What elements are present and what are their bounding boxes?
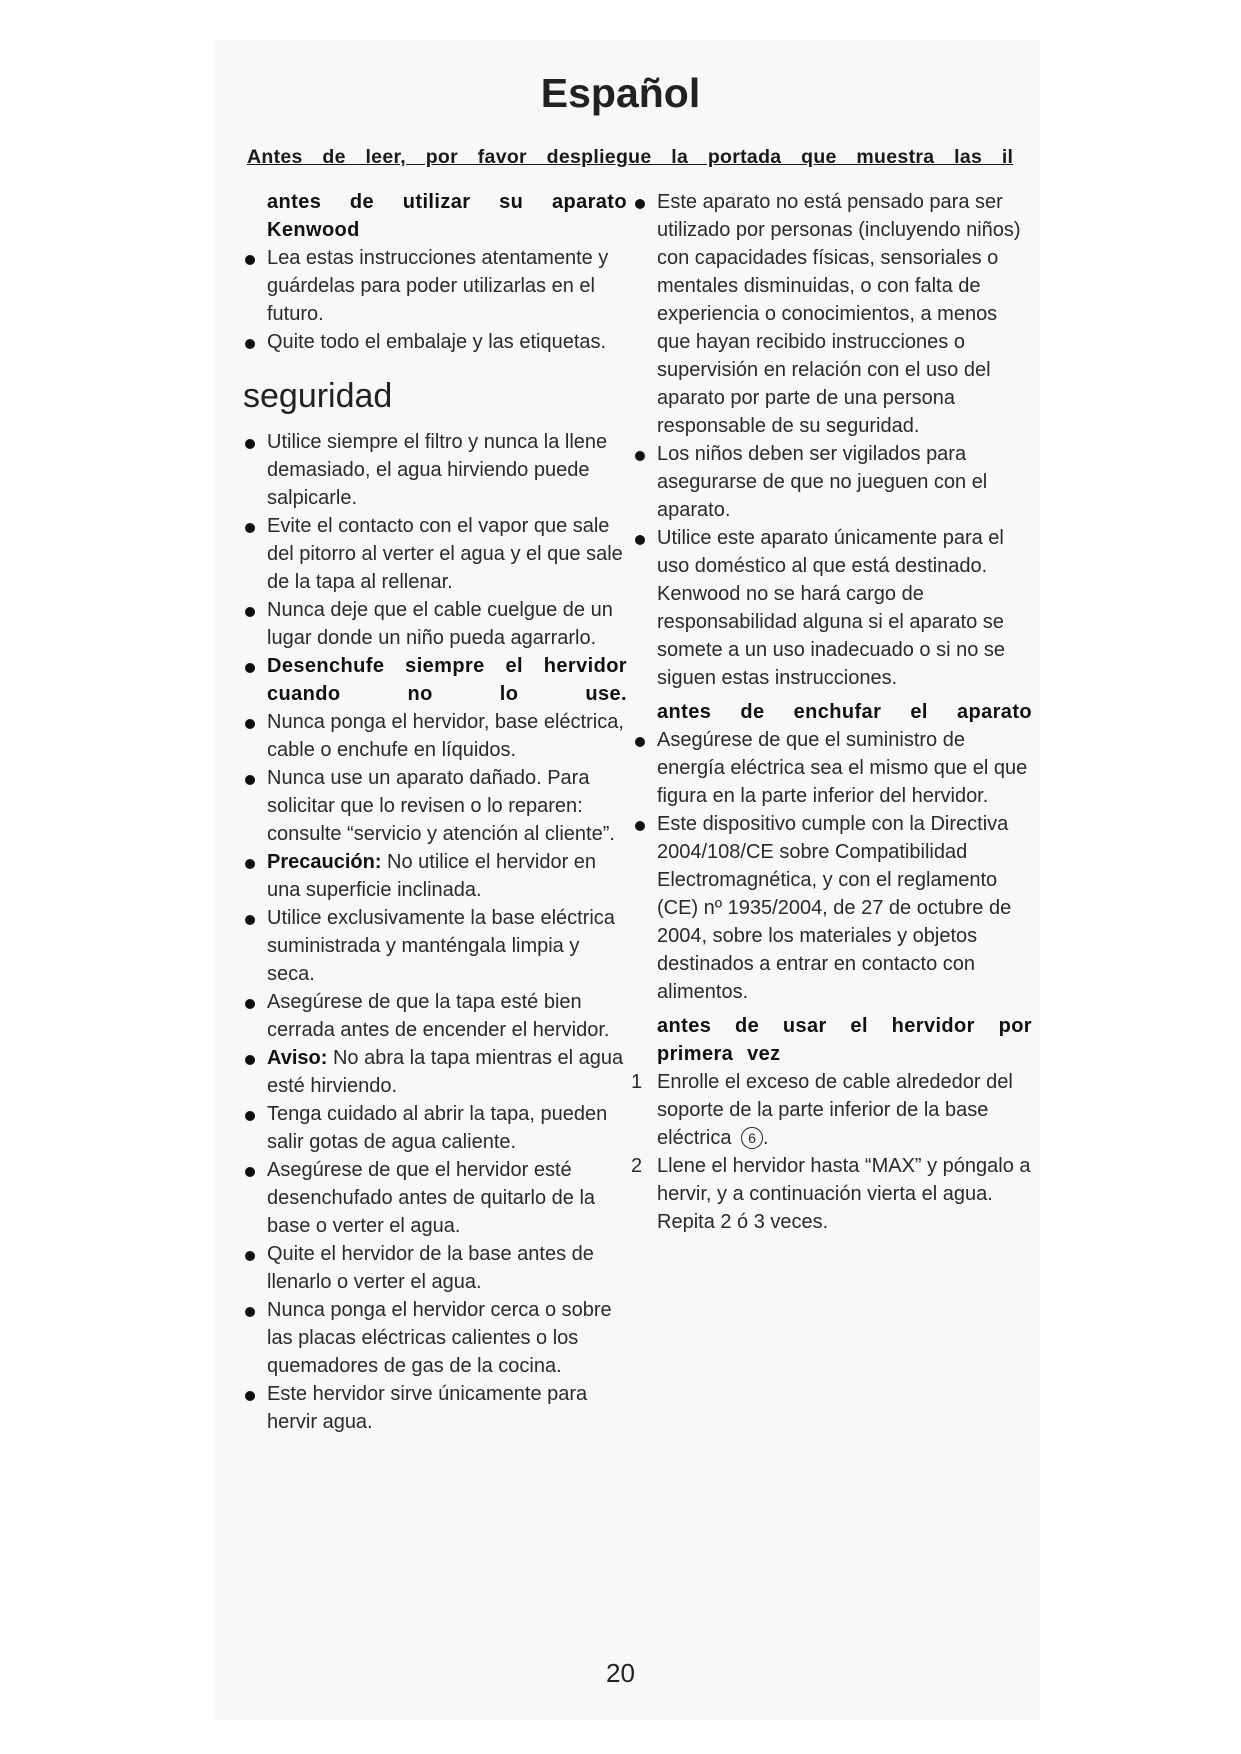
list-item: Asegúrese de que la tapa esté bien cerrada antes de encender el hervidor. — [267, 988, 627, 1044]
list-item: Evite el contacto con el vapor que sale del pitorro al verter el agua y el que sale de la tapa al rellenar. — [267, 512, 627, 596]
list-item: Precaución: No utilice el hervidor en una superficie inclinada. — [267, 848, 627, 904]
step-item: 1 Enrolle el exceso de cable alrededor del soporte de la parte inferior de la base eléctrica 6 . — [657, 1068, 1032, 1152]
warning-label: Aviso: — [267, 1047, 328, 1069]
list-item: Nunca use un aparato dañado. Para solicitar que lo revisen o lo reparen: consulte “servicio y atención al cliente”. — [267, 764, 627, 848]
right-column — [631, 188, 1032, 1236]
list-item: Asegúrese de que el hervidor esté desenchufado antes de quitarlo de la base o verter el agua. — [267, 1156, 627, 1240]
step-item: 2 Llene el hervidor hasta “MAX” y póngalo a hervir, y a continuación vierta el agua. Repita 2 ó 3 veces. — [657, 1152, 1032, 1236]
list-item: Lea estas instrucciones atentamente y guárdelas para poder utilizarlas en el futuro. — [267, 244, 627, 328]
list-item: Nunca ponga el hervidor cerca o sobre las placas eléctricas calientes o los quemadores de gas de la cocina. — [267, 1296, 627, 1380]
list-item: Utilice este aparato únicamente para el uso doméstico al que está destinado. Kenwood no se hará cargo de responsabilidad alguna si el aparato se somete a un uso inadecuado o si no se siguen estas instrucciones. — [657, 524, 1032, 692]
list-item: Quite el hervidor de la base antes de llenarlo o verter el agua. — [267, 1240, 627, 1296]
step-number: 1 — [631, 1071, 643, 1093]
list-item: Este aparato no está pensado para ser utilizado por personas (incluyendo niños) con capacidades físicas, sensoriales o mentales disminuidas, o con falta de experiencia o conocimientos, a menos que hayan recibido instrucciones o supervisión en relación con el uso del aparato por parte de una persona responsable de su seguridad. — [657, 188, 1032, 440]
plug-heading: antes de enchufar el aparato — [657, 701, 1032, 723]
list-item: Quite todo el embalaje y las etiquetas. — [267, 328, 627, 356]
step-number: 2 — [631, 1155, 643, 1177]
first-use-heading-cont: primera vez — [657, 1043, 781, 1065]
list-item: Este hervidor sirve únicamente para hervir agua. — [267, 1380, 627, 1436]
page-number: 20 — [606, 1658, 635, 1688]
list-item: Asegúrese de que el suministro de energía eléctrica sea el mismo que el que figura en la parte inferior del hervidor. — [657, 726, 1032, 810]
list-item: Este dispositivo cumple con la Directiva 2004/108/CE sobre Compatibilidad Electromagnética, y con el reglamento (CE) nº 1935/2004, de 27 de octubre de 2004, sobre los materiales y objetos destinados a entrar en contacto con alimentos. — [657, 810, 1032, 1006]
list-item: Tenga cuidado al abrir la tapa, pueden salir gotas de agua caliente. — [267, 1100, 627, 1156]
list-item: Utilice exclusivamente la base eléctrica suministrada y manténgala limpia y seca. — [267, 904, 627, 988]
list-item: Los niños deben ser vigilados para asegurarse de que no jueguen con el aparato. — [657, 440, 1032, 524]
before-use-heading: antes de utilizar su aparato Kenwood — [267, 191, 627, 241]
intro-line: Antes de leer, por favor despliegue la portada que muestra las il — [247, 146, 1014, 168]
safety-heading: seguridad — [243, 377, 393, 415]
list-item: Nunca deje que el cable cuelgue de un lugar donde un niño pueda agarrarlo. — [267, 596, 627, 652]
list-item: Utilice siempre el filtro y nunca la llene demasiado, el agua hirviendo puede salpicarle. — [267, 428, 627, 512]
left-column — [243, 188, 627, 1436]
list-item-emphasis: Desenchufe siempre el hervidor cuando no lo use. — [267, 652, 627, 708]
list-item: Nunca ponga el hervidor, base eléctrica, cable o enchufe en líquidos. — [267, 708, 627, 764]
caution-label: Precaución: — [267, 851, 382, 873]
page-title: Español — [540, 70, 701, 116]
first-use-heading: antes de usar el hervidor por — [657, 1015, 1032, 1037]
part-reference: 6 — [741, 1127, 763, 1149]
list-item: Aviso: No abra la tapa mientras el agua esté hirviendo. — [267, 1044, 627, 1100]
